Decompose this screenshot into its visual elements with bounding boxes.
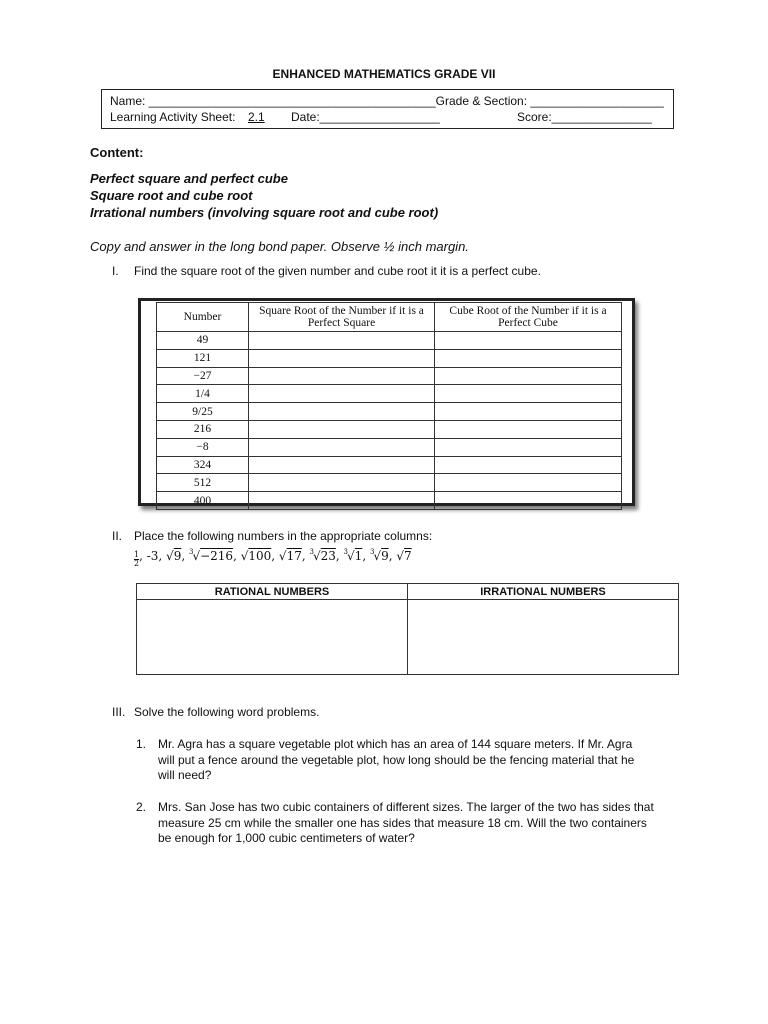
square-root-cell: [249, 349, 435, 367]
radical-expression: $^3$√23: [309, 548, 336, 563]
part3-question: Solve the following word problems.: [134, 705, 320, 719]
number-cell: 9/25: [157, 403, 249, 421]
sheet-label: Learning Activity Sheet:: [110, 110, 236, 124]
rational-header: RATIONAL NUMBERS: [137, 584, 408, 600]
table-row: [157, 332, 622, 350]
table-row: [157, 438, 622, 456]
number-cell: 400: [157, 492, 249, 510]
fraction: $\frac{1}{2}$: [134, 550, 140, 568]
table-row: [157, 367, 622, 385]
part2-numeral: II.: [112, 529, 123, 543]
square-root-cell: [249, 474, 435, 492]
number-cell: −27: [157, 367, 249, 385]
classification-table: [136, 583, 679, 675]
cube-root-cell: [435, 349, 622, 367]
square-root-cell: [249, 332, 435, 350]
table-row: [157, 385, 622, 403]
table-row: [157, 456, 622, 474]
problem-text: Mrs. San Jose has two cubic containers of different sizes. The larger of the two has sides that measure 25 cm while the smaller one has sides that measure 18 cm. Will the two containers be enough for 1,000 cubic centimeters of water?: [158, 800, 654, 845]
table-row: [157, 420, 622, 438]
cube-root-cell: [435, 367, 622, 385]
root-table: [156, 302, 622, 510]
radical-expression: √17: [278, 549, 302, 563]
sheet-number: 2.1: [248, 110, 265, 124]
number-cell: 512: [157, 474, 249, 492]
name-grade-line: Name: ___________________________________________Grade & Section: ____________________: [110, 94, 664, 108]
table-header: Number: [157, 303, 249, 332]
topic-item: Square root and cube root: [90, 188, 253, 203]
number-cell: 324: [157, 456, 249, 474]
topic-item: Irrational numbers (involving square root and cube root): [90, 205, 439, 220]
problem-number: 2.: [136, 800, 147, 814]
cube-root-cell: [435, 420, 622, 438]
square-root-cell: [249, 456, 435, 474]
cube-root-cell: [435, 456, 622, 474]
table-row: [157, 492, 622, 510]
square-root-cell: [249, 385, 435, 403]
number-list: $\frac{1}{2}$ , -3, √9, $^3$√−216, √100, √17, $^3$√23, $^3$√1, $^3$√9, √7: [134, 548, 412, 568]
square-root-cell: [249, 420, 435, 438]
radical-expression: $^3$√9: [369, 548, 389, 563]
instruction-text: Copy and answer in the long bond paper. Observe ½ inch margin.: [90, 239, 469, 254]
part1-question: Find the square root of the given number and cube root it it is a perfect cube.: [134, 264, 541, 278]
part1-numeral: I.: [112, 264, 119, 278]
number-cell: −8: [157, 438, 249, 456]
cube-root-cell: [435, 474, 622, 492]
cube-root-cell: [435, 438, 622, 456]
worksheet-title: ENHANCED MATHEMATICS GRADE VII: [272, 67, 496, 81]
radical-expression: √100: [240, 549, 272, 563]
radical-expression: √9: [166, 549, 182, 563]
number-cell: 1/4: [157, 385, 249, 403]
square-root-cell: [249, 367, 435, 385]
square-root-cell: [249, 438, 435, 456]
irrational-cell: [408, 600, 679, 675]
part3-numeral: III.: [112, 705, 126, 719]
radical-expression: √7: [396, 549, 412, 563]
table-header: Square Root of the Number if it is a Perfect Square: [249, 303, 435, 332]
number-cell: 121: [157, 349, 249, 367]
score-field: Score:_______________: [517, 110, 652, 124]
rational-cell: [137, 600, 408, 675]
problem-number: 1.: [136, 737, 147, 751]
content-heading: Content:: [90, 145, 144, 160]
table-row: [157, 403, 622, 421]
number-cell: 216: [157, 420, 249, 438]
radical-expression: $^3$√−216: [188, 548, 234, 563]
number-cell: 49: [157, 332, 249, 350]
radical-expression: $^3$√1: [343, 548, 363, 563]
table-row: [157, 474, 622, 492]
topic-item: Perfect square and perfect cube: [90, 171, 288, 186]
square-root-cell: [249, 403, 435, 421]
date-field: Date:__________________: [291, 110, 440, 124]
square-root-cell: [249, 492, 435, 510]
problem-text: Mr. Agra has a square vegetable plot which has an area of 144 square meters. If Mr. Agra will put a fence around the vegetable plot, how long should be the fencing material that he will need?: [158, 737, 635, 782]
irrational-header: IRRATIONAL NUMBERS: [408, 584, 679, 600]
part2-question: Place the following numbers in the appropriate columns:: [134, 529, 433, 543]
table-header: Cube Root of the Number if it is a Perfect Cube: [435, 303, 622, 332]
cube-root-cell: [435, 492, 622, 510]
table-row: [157, 349, 622, 367]
cube-root-cell: [435, 385, 622, 403]
cube-root-cell: [435, 403, 622, 421]
cube-root-cell: [435, 332, 622, 350]
